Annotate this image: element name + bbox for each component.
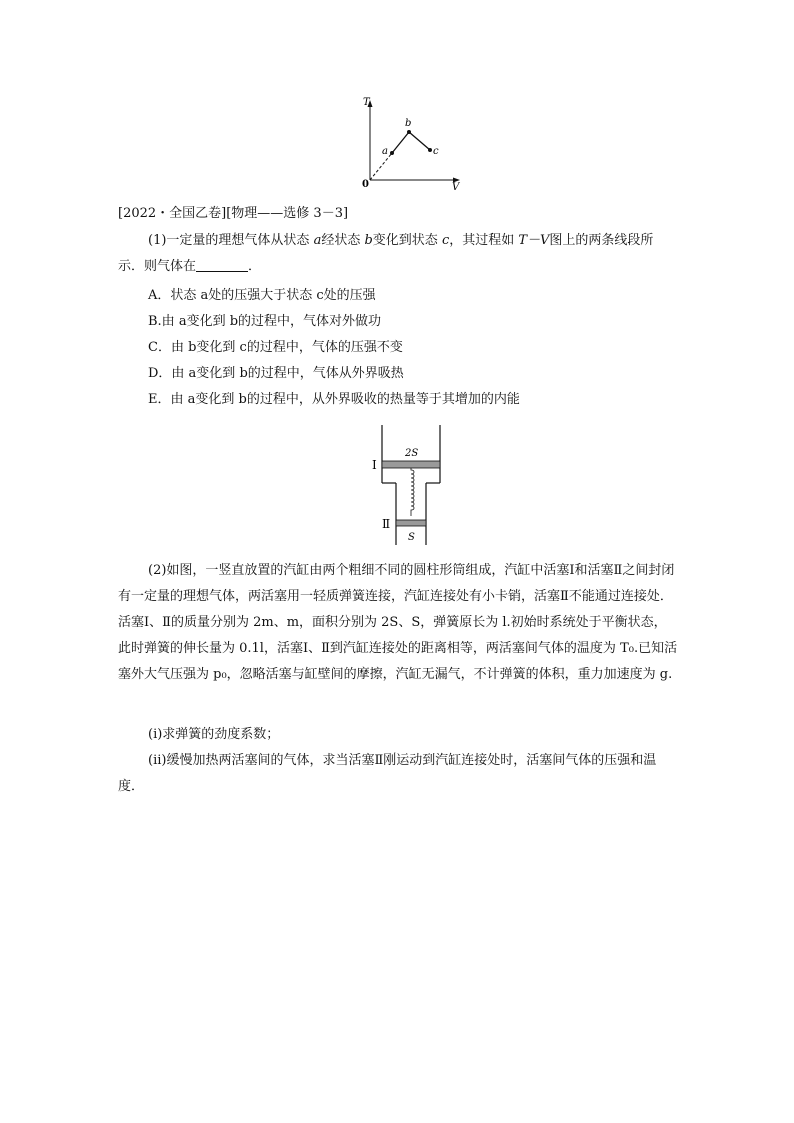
- label-area-s: S: [408, 532, 415, 543]
- cylinder-figure: [360, 423, 460, 548]
- label-c: c: [433, 146, 439, 157]
- question-2-part-1: (ⅰ)求弹簧的劲度系数；: [148, 727, 280, 742]
- spring: [411, 468, 414, 516]
- label-piston-2: Ⅱ: [382, 517, 391, 531]
- point-b: [407, 130, 411, 134]
- question-1-stem: (1)一定量的理想气体从状态 a经状态 b变化到状态 c，其过程如 T－V图上的两条线段所示．则气体在 ．: [118, 233, 654, 274]
- point-c: [428, 148, 432, 152]
- origin-label: 0: [362, 179, 369, 190]
- piston-1: [382, 461, 440, 468]
- option-c: C．由 b变化到 c的过程中，气体的压强不变: [148, 340, 403, 355]
- option-d: D．由 a变化到 b的过程中，气体从外界吸热: [148, 366, 404, 381]
- x-axis-label: V: [452, 182, 460, 193]
- label-b: b: [405, 118, 412, 129]
- piston-2: [396, 520, 426, 526]
- question-2-text: (2)如图，一竖直放置的汽缸由两个粗细不同的圆柱形筒组成，汽缸中活塞Ⅰ和活塞Ⅱ之间封闭有一定量的理想气体，两活塞用一轻质弹簧连接，汽缸连接处有小卡销，活塞Ⅱ不能通过连接处．活塞Ⅰ、Ⅱ的质量分别为 2m、m，面积分别为 2S、S，弹簧原长为 l.初始时系统处于平衡状态，此时弹簧的伸长量为 0.1l，活塞Ⅰ、Ⅱ到汽缸连接处的距离相等，两活塞间气体的温度为 T₀.已知活塞外大气压强为 p₀，忽略活塞与缸壁间的摩擦，汽缸无漏气，不计弹簧的体积，重力加速度为 g.: [118, 563, 678, 682]
- label-area-2s: 2S: [405, 448, 419, 459]
- label-a: a: [382, 146, 388, 157]
- extension-line: [370, 153, 392, 180]
- option-b: B.由 a变化到 b的过程中，气体对外做功: [148, 314, 382, 329]
- option-e: E．由 a变化到 b的过程中，从外界吸收的热量等于其增加的内能: [148, 392, 520, 407]
- segment-bc: [409, 132, 430, 150]
- option-a: A．状态 a处的压强大于状态 c处的压强: [148, 288, 376, 303]
- source-line: [2022・全国乙卷][物理——选修 3－3]: [118, 206, 349, 221]
- segment-ab: [392, 132, 409, 153]
- tv-graph: [355, 95, 465, 195]
- answer-blank: [196, 257, 248, 272]
- question-2-part-2: (ⅱ)缓慢加热两活塞间的气体，求当活塞Ⅱ刚运动到汽缸连接处时，活塞间气体的压强和温度．: [118, 753, 657, 794]
- label-piston-1: Ⅰ: [372, 458, 377, 472]
- y-axis-label: T: [363, 97, 370, 108]
- point-a: [390, 151, 394, 155]
